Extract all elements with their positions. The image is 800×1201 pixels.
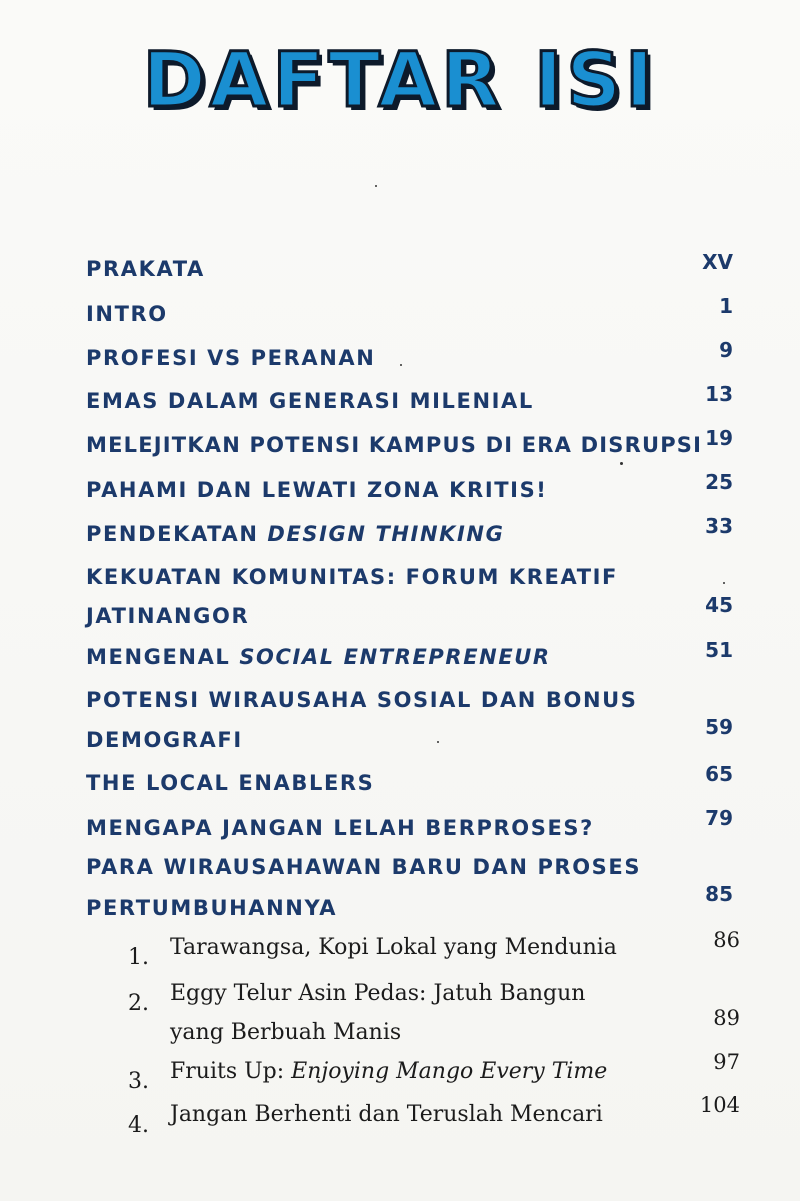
- toc-entry-title: THE LOCAL ENABLERS: [86, 771, 375, 795]
- toc-entry-page: 33: [705, 514, 733, 538]
- toc-entry-title-continued: JATINANGOR: [86, 604, 250, 628]
- toc-entry-title: KEKUATAN KOMUNITAS: FORUM KREATIF: [86, 565, 619, 589]
- toc-entry-title: PARA WIRAUSAHAWAN BARU DAN PROSES: [86, 855, 642, 879]
- toc-entry-title: MENGENAL SOCIAL ENTREPRENEUR: [86, 645, 551, 669]
- toc-entry-page: 19: [705, 426, 733, 450]
- subentry-number: 3.: [128, 1069, 149, 1094]
- toc-entry-page: 25: [705, 470, 733, 494]
- toc-entry-page: 79: [705, 806, 733, 830]
- toc-entry-page: 45: [705, 593, 733, 617]
- print-speck: [620, 462, 623, 465]
- toc-entry-title: EMAS DALAM GENERASI MILENIAL: [86, 389, 534, 413]
- print-speck: [400, 364, 402, 366]
- subentry-page: 97: [713, 1050, 740, 1074]
- toc-entry-title: PRAKATA: [86, 257, 205, 281]
- toc-entry-page: 9: [719, 338, 733, 362]
- toc-entry-title-continued: PERTUMBUHANNYA: [86, 896, 338, 920]
- print-speck: [437, 741, 439, 743]
- subentry-page: 86: [713, 928, 740, 952]
- subentry-title: Fruits Up: Enjoying Mango Every Time: [170, 1059, 608, 1084]
- print-speck: [375, 185, 377, 187]
- print-speck: [723, 582, 725, 584]
- toc-entry-title: MELEJITKAN POTENSI KAMPUS DI ERA DISRUPSI: [86, 433, 703, 457]
- toc-entry-title: PROFESI VS PERANAN: [86, 346, 376, 370]
- toc-entry-page: 85: [705, 882, 733, 906]
- toc-entry-title: PAHAMI DAN LEWATI ZONA KRITIS!: [86, 478, 548, 502]
- subentry-title: Eggy Telur Asin Pedas: Jatuh Bangun: [170, 981, 586, 1006]
- page-title: DAFTAR ISI: [142, 35, 658, 124]
- toc-entry-page: 13: [705, 382, 733, 406]
- subentry-title-continued: yang Berbuah Manis: [170, 1020, 402, 1045]
- subentry-title: Jangan Berhenti dan Teruslah Mencari: [170, 1102, 603, 1127]
- subentry-title: Tarawangsa, Kopi Lokal yang Mendunia: [170, 935, 617, 960]
- subentry-page: 89: [713, 1006, 740, 1030]
- subentry-number: 4.: [128, 1113, 149, 1138]
- toc-entry-title: POTENSI WIRAUSAHA SOSIAL DAN BONUS: [86, 688, 638, 712]
- toc-entry-page: 51: [705, 638, 733, 662]
- toc-entry-title: MENGAPA JANGAN LELAH BERPROSES?: [86, 816, 594, 840]
- subentry-page: 104: [699, 1093, 740, 1117]
- toc-entry-title: INTRO: [86, 302, 168, 326]
- toc-entry-page: XV: [702, 250, 733, 274]
- toc-entry-page: 65: [705, 762, 733, 786]
- toc-entry-page: 59: [705, 715, 733, 739]
- toc-entry-page: 1: [719, 294, 733, 318]
- toc-entry-title: PENDEKATAN DESIGN THINKING: [86, 522, 505, 546]
- toc-entry-title-continued: DEMOGRAFI: [86, 728, 243, 752]
- subentry-number: 1.: [128, 945, 149, 970]
- subentry-number: 2.: [128, 991, 149, 1016]
